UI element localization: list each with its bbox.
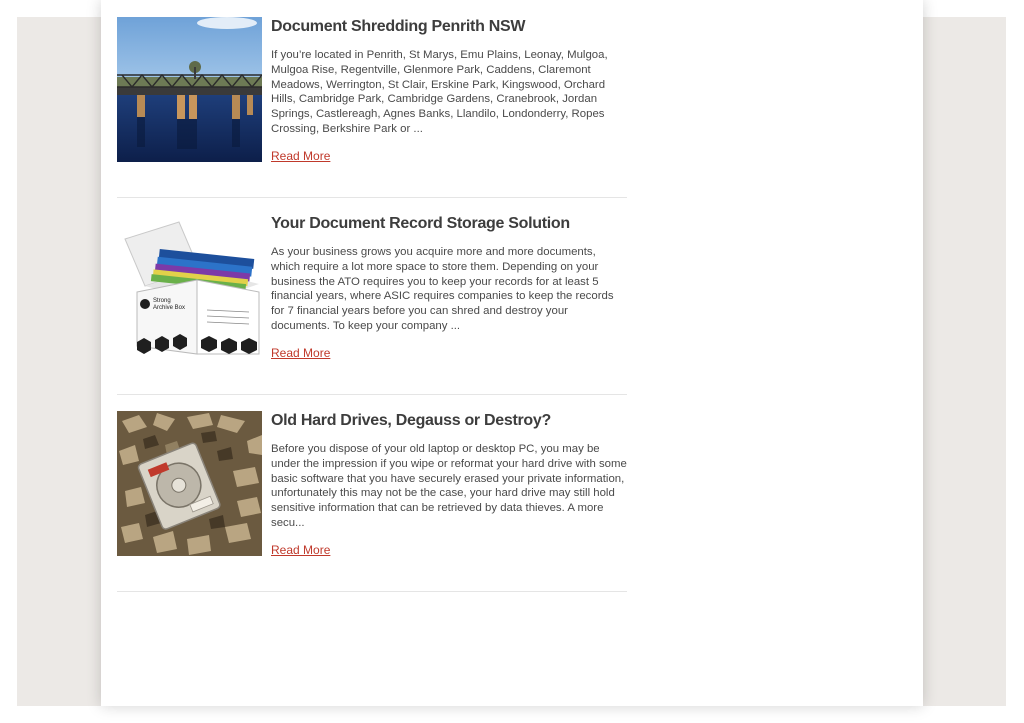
- post-title[interactable]: Your Document Record Storage Solution: [271, 215, 570, 232]
- archive-box-photo-icon[interactable]: [117, 214, 262, 359]
- hard-drive-photo-icon[interactable]: [117, 411, 262, 556]
- blog-post: [117, 411, 627, 561]
- post-excerpt: Before you dispose of your old laptop or desktop PC, you may be under the impression if you wipe or reformat your hard drive with some basic software that you have securely erased your private information, unfortunately this may not be the case, your hard drive may still hold sensitive information that can be retrieved by data thieves. A more secu...: [271, 443, 627, 529]
- post-title[interactable]: Old Hard Drives, Degauss or Destroy?: [271, 412, 551, 429]
- post-title[interactable]: Document Shredding Penrith NSW: [271, 18, 526, 35]
- post-divider: [117, 591, 627, 592]
- post-divider: [117, 197, 627, 198]
- post-excerpt: As your business grows you acquire more and more documents, which require a lot more space to store them. Depending on your business the ATO requires you to keep your records for at least 5 financial years, where ASIC requires companies to keep the records for 7 financial years before you can shred and destroy your documents. To keep your company ...: [271, 246, 614, 332]
- bridge-photo-icon[interactable]: [117, 17, 262, 162]
- read-more-link[interactable]: Read More: [271, 149, 331, 163]
- box-label-line1: Strong: [153, 298, 171, 304]
- read-more-link[interactable]: Read More: [271, 543, 331, 557]
- content-column: [101, 0, 923, 706]
- read-more-link[interactable]: Read More: [271, 346, 331, 360]
- post-divider: [117, 394, 627, 395]
- post-excerpt: If you’re located in Penrith, St Marys, Emu Plains, Leonay, Mulgoa, Mulgoa Rise, Regentville, Glenmore Park, Caddens, Claremont Meadows, Werrington, St Clair, Erskine Park, Kingswood, Orchard Hills, Cambridge Park, Cambridge Gardens, Cranebrook, Jordan Springs, Castlereagh, Agnes Banks, Llandilo, Londonderry, Ropes Crossing, Berkshire Park or ...: [271, 49, 608, 135]
- box-label-line2: Archive Box: [153, 305, 186, 311]
- blog-post: [117, 214, 627, 364]
- blog-post: [117, 17, 627, 167]
